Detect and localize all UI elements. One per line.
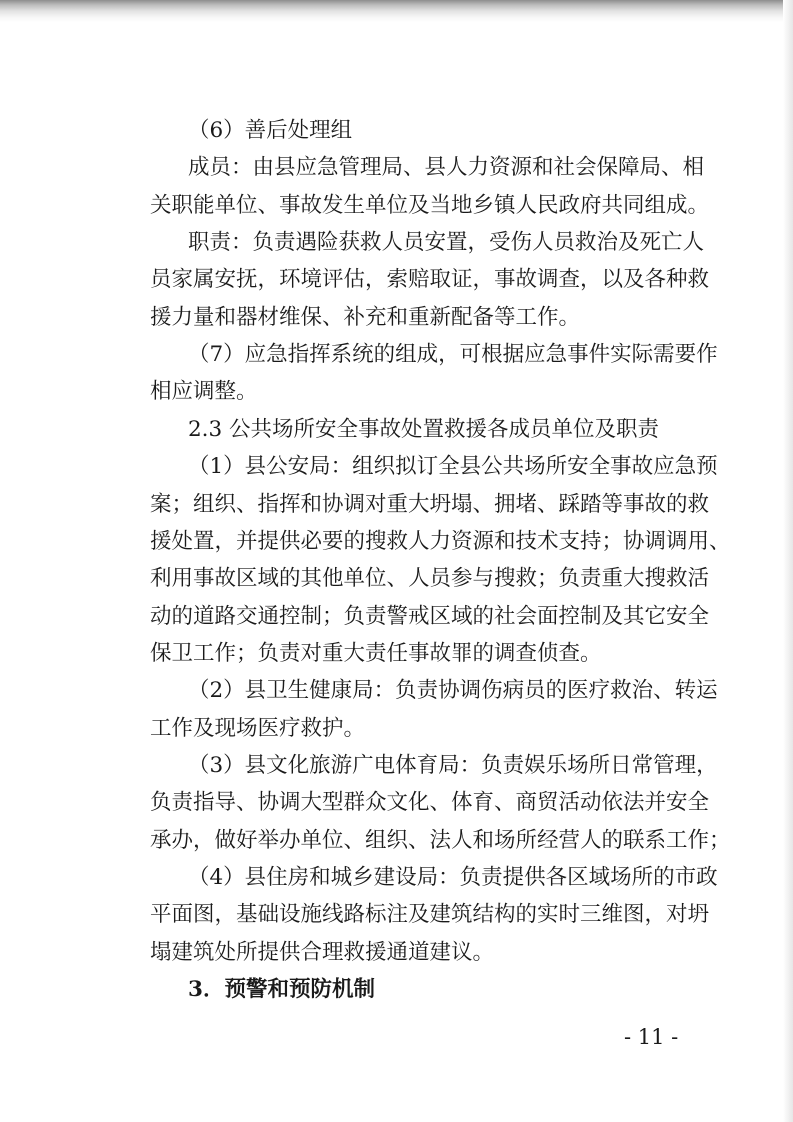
page-number: - 11 -: [624, 1025, 679, 1049]
paragraph-line: （1）县公安局：组织拟订全县公共场所安全事故应急预: [188, 454, 718, 479]
paragraph-line: 动的道路交通控制；负责警戒区域的社会面控制及其它安全: [150, 604, 710, 629]
paragraph-line: 员家属安抚，环境评估，索赔取证，事故调查，以及各种救: [150, 267, 710, 292]
section-6-heading: （6）善后处理组: [188, 118, 353, 143]
paragraph-line: 案；组织、指挥和协调对重大坍塌、拥堵、踩踏等事故的救: [150, 492, 710, 517]
paragraph-line: （3）县文化旅游广电体育局：负责娱乐场所日常管理，: [188, 753, 718, 778]
paragraph-line: 平面图，基础设施线路标注及建筑结构的实时三维图，对坍: [150, 902, 710, 927]
paragraph-line: 成员：由县应急管理局、县人力资源和社会保障局、相: [188, 155, 705, 180]
paragraph-line: 保卫工作；负责对重大责任事故罪的调查侦查。: [150, 641, 602, 666]
paragraph-line: 利用事故区域的其他单位、人员参与搜救；负责重大搜救活: [150, 566, 710, 591]
paragraph-line: （7）应急指挥系统的组成，可根据应急事件实际需要作: [188, 342, 718, 367]
paragraph-line: （2）县卫生健康局：负责协调伤病员的医疗救治、转运: [188, 678, 718, 703]
paragraph-line: 负责指导、协调大型群众文化、体育、商贸活动依法并安全: [150, 790, 710, 815]
paragraph-line: 援处置，并提供必要的搜救人力资源和技术支持；协调调用、: [150, 529, 731, 554]
paragraph-line: 塌建筑处所提供合理救援通道建议。: [150, 940, 495, 965]
paragraph-line: 承办，做好举办单位、组织、法人和场所经营人的联系工作；: [150, 828, 731, 853]
section-3-heading: 3．预警和预防机制: [188, 977, 375, 1002]
paragraph-line: 职责：负责遇险获救人员安置，受伤人员救治及死亡人: [188, 230, 705, 255]
paragraph-line: 工作及现场医疗救护。: [150, 716, 366, 741]
paragraph-line: 相应调整。: [150, 379, 258, 404]
section-2-3-heading: 2.3 公共场所安全事故处置救援各成员单位及职责: [188, 417, 660, 442]
paragraph-line: （4）县住房和城乡建设局：负责提供各区域场所的市政: [188, 865, 718, 890]
paragraph-line: 关职能单位、事故发生单位及当地乡镇人民政府共同组成。: [150, 193, 710, 218]
paragraph-line: 援力量和器材维保、补充和重新配备等工作。: [150, 305, 581, 330]
